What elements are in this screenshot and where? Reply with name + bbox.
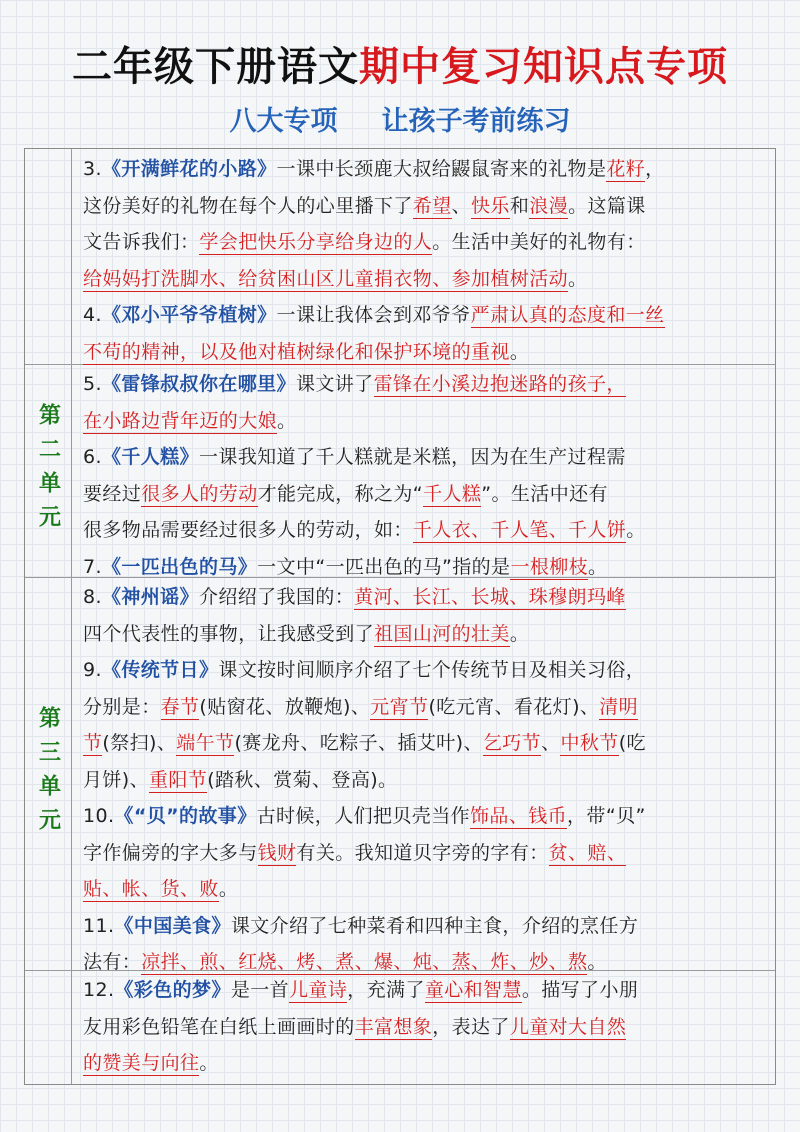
subtitle-a: 八大专项 [229, 106, 338, 137]
plain-text: 是一首 [230, 979, 290, 1001]
text-line [83, 652, 765, 689]
plain-text: 介绍绍了我国的： [198, 586, 355, 608]
page-title [0, 38, 800, 96]
answer-highlight: 黄河、长江、长城、珠穆朗玛峰 [354, 586, 626, 608]
lesson-title: 《彩色的梦》 [114, 979, 231, 1001]
lesson-title: 《一匹出色的马》 [101, 555, 258, 578]
answer-highlight: 春节 [160, 695, 200, 718]
plain-text: 。 [509, 340, 530, 363]
answer-highlight: 学会把快乐分享给身边的人 [199, 231, 433, 253]
title-red: 期中复习知识点专项 [359, 44, 728, 90]
text-line [83, 261, 765, 298]
unit-section-1 [25, 149, 775, 365]
answer-highlight: 乞巧节 [482, 732, 542, 754]
answer-highlight: 千人衣、千人笔、千人饼 [412, 519, 627, 541]
answer-highlight: 元宵节 [370, 695, 429, 718]
plain-text: ，带“贝” [567, 805, 646, 827]
answer-highlight: 节 [83, 732, 103, 754]
plain-text: 才能完成，称之为“ [257, 482, 424, 505]
text-line [83, 297, 765, 334]
answer-highlight: 一根柳枝 [510, 555, 589, 578]
text-line [83, 224, 765, 261]
text-line [83, 798, 765, 835]
answer-highlight: 花籽 [606, 158, 646, 180]
unit-label-4 [25, 970, 72, 1084]
plain-text: ，表达了 [432, 1015, 510, 1038]
plain-text: 课文介绍了七种菜肴和四种主食，介绍的烹任方 [230, 914, 639, 937]
unit-content-3 [83, 579, 765, 981]
text-line [83, 403, 765, 440]
text-line [83, 188, 765, 225]
item-number: 6. [83, 446, 102, 468]
plain-text: (踏秋、赏菊、登高)。 [207, 768, 398, 791]
answer-highlight: 重阳节 [149, 768, 208, 791]
lesson-title: 《神州谣》 [101, 586, 199, 608]
answer-highlight: 童心和智慧 [424, 979, 522, 1001]
plain-text: 。 [277, 409, 297, 432]
plain-text: 一课中长颈鹿大叔给鼹鼠寄来的礼物是 [276, 158, 607, 180]
plain-text: ，充满了 [347, 979, 425, 1001]
item-number: 3. [83, 158, 102, 180]
plain-text: 。描写了小朋 [521, 979, 639, 1001]
plain-text: 月饼)、 [83, 768, 150, 791]
item-number: 11. [83, 914, 115, 937]
unit-label-text: 第二单元 [35, 402, 61, 539]
answer-highlight: 很多人的劳动 [141, 482, 258, 505]
plain-text: (吃 [618, 732, 646, 754]
text-line [83, 871, 765, 908]
plain-text: 一课让我体会到邓爷爷 [276, 304, 471, 326]
unit-label-text: 第三单元 [35, 705, 61, 842]
knowledge-table [24, 148, 776, 1085]
answer-highlight: 儿童对大自然 [509, 1015, 627, 1038]
item-number: 12. [83, 979, 115, 1001]
unit-content-2 [83, 366, 765, 585]
page-subtitle [0, 102, 800, 142]
text-line [83, 908, 765, 945]
item-number: 5. [83, 373, 102, 395]
plain-text: 。 [199, 1052, 219, 1074]
plain-text: (吃元宵、看花灯)、 [428, 695, 600, 718]
item-number: 8. [83, 586, 102, 608]
lesson-title: 《“贝”的故事》 [114, 805, 257, 827]
plain-text: (祭扫)、 [102, 732, 177, 754]
plain-text: 这份美好的礼物在每个人的心里播下了 [83, 194, 413, 217]
plain-text: 、 [541, 732, 561, 754]
text-line [83, 616, 765, 653]
plain-text: ”。生活中还有 [481, 482, 608, 505]
unit-content-1 [83, 151, 765, 370]
answer-highlight: 端午节 [176, 732, 235, 754]
text-line [83, 972, 765, 1009]
lesson-title: 《传统节日》 [101, 659, 219, 681]
lesson-title: 《开满鲜花的小路》 [101, 158, 277, 180]
text-line [83, 835, 765, 872]
answer-highlight: 贫、赔、 [548, 841, 627, 864]
item-number: 10. [83, 805, 115, 827]
text-line [83, 512, 765, 549]
plain-text: 。 [626, 519, 646, 541]
plain-text: 。 [218, 878, 239, 900]
plain-text: 法有： [83, 951, 142, 973]
answer-highlight: 严肃认真的态度和一丝 [470, 304, 665, 326]
plain-text: 一课我知道了千人糕就是米糕，因为在生产过程需 [198, 446, 626, 468]
plain-text: 分别是： [83, 695, 161, 718]
unit-section-3 [25, 577, 775, 971]
unit-section-2 [25, 364, 775, 578]
text-line [83, 725, 765, 762]
answer-highlight: 的赞美与向往 [83, 1052, 200, 1074]
lesson-title: 《雷锋叔叔你在哪里》 [101, 373, 296, 395]
answer-highlight: 凉拌、煎、红烧、烤、煮、爆、炖、蒸、炸、炒、熬 [141, 951, 588, 973]
answer-highlight: 儿童诗 [289, 979, 348, 1001]
plain-text: 课文讲了 [295, 373, 374, 395]
lesson-title: 《邓小平爷爷植树》 [101, 304, 277, 326]
answer-highlight: 不苟的精神，以及他对植树绿化和保护环境的重视 [83, 340, 510, 363]
plain-text: 。 [509, 622, 530, 645]
text-line [83, 439, 765, 476]
plain-text: 字作偏旁的字大多与 [83, 841, 258, 864]
answer-highlight: 中秋节 [560, 732, 619, 754]
answer-highlight: 给妈妈打洗脚水、给贫困山区儿童捐衣物、参加植树活动 [83, 267, 569, 290]
plain-text: 。 [587, 951, 607, 973]
answer-highlight: 祖国山河的壮美 [374, 622, 510, 645]
unit-label-3 [25, 577, 72, 970]
subtitle-b: 让孩子考前练习 [381, 106, 571, 137]
text-line [83, 476, 765, 513]
plain-text: 四个代表性的事物，让我感受到了 [83, 622, 375, 645]
item-number: 7. [83, 555, 102, 578]
plain-text: 一文中“一匹出色的马”指的是 [257, 555, 511, 578]
answer-highlight: 贴、帐、货、败 [83, 878, 219, 900]
answer-highlight: 千人糕 [423, 482, 482, 505]
lesson-title: 《千人糕》 [101, 446, 199, 468]
answer-highlight: 快乐 [471, 194, 510, 217]
plain-text: 有关。我知道贝字旁的字有： [296, 841, 549, 864]
plain-text: 古时候，人们把贝壳当作 [256, 805, 471, 827]
plain-text: (贴窗花、放鞭炮)、 [199, 695, 371, 718]
text-line [83, 366, 765, 403]
unit-label-1 [25, 149, 72, 364]
answer-highlight: 饰品、钱币 [470, 805, 568, 827]
unit-section-4 [25, 970, 775, 1084]
text-line [83, 1045, 765, 1082]
text-line [83, 689, 765, 726]
unit-label-2 [25, 364, 72, 577]
title-black: 二年级下册语文 [72, 44, 359, 90]
answer-highlight: 丰富想象 [354, 1015, 433, 1038]
plain-text: 友用彩色铅笔在白纸上画画时的 [83, 1015, 355, 1038]
answer-highlight: 雷锋在小溪边抱迷路的孩子， [373, 373, 626, 395]
plain-text: 、 [451, 194, 472, 217]
answer-highlight: 希望 [412, 194, 452, 217]
plain-text: 。这篇课 [568, 194, 646, 217]
plain-text: 要经过 [83, 482, 142, 505]
plain-text: 。 [568, 267, 588, 290]
text-line [83, 762, 765, 799]
plain-text: 。 [588, 555, 608, 578]
answer-highlight: 浪漫 [529, 194, 569, 217]
plain-text: 很多物品需要经过很多人的劳动，如： [83, 519, 413, 541]
text-line [83, 1009, 765, 1046]
plain-text: (赛龙舟、吃粽子、插艾叶)、 [234, 732, 483, 754]
unit-content-4 [83, 972, 765, 1082]
plain-text: ， [645, 158, 665, 180]
plain-text: 文告诉我们： [83, 231, 200, 253]
item-number: 4. [83, 304, 102, 326]
text-line [83, 151, 765, 188]
answer-highlight: 在小路边背年迈的大娘 [83, 409, 278, 432]
answer-highlight: 清明 [599, 695, 639, 718]
answer-highlight: 钱财 [257, 841, 297, 864]
text-line [83, 579, 765, 616]
item-number: 9. [83, 659, 102, 681]
plain-text: 课文按时间顺序介绍了七个传统节日及相关习俗， [218, 659, 646, 681]
lesson-title: 《中国美食》 [114, 914, 231, 937]
plain-text: 和 [509, 194, 530, 217]
plain-text: 。生活中美好的礼物有： [432, 231, 646, 253]
